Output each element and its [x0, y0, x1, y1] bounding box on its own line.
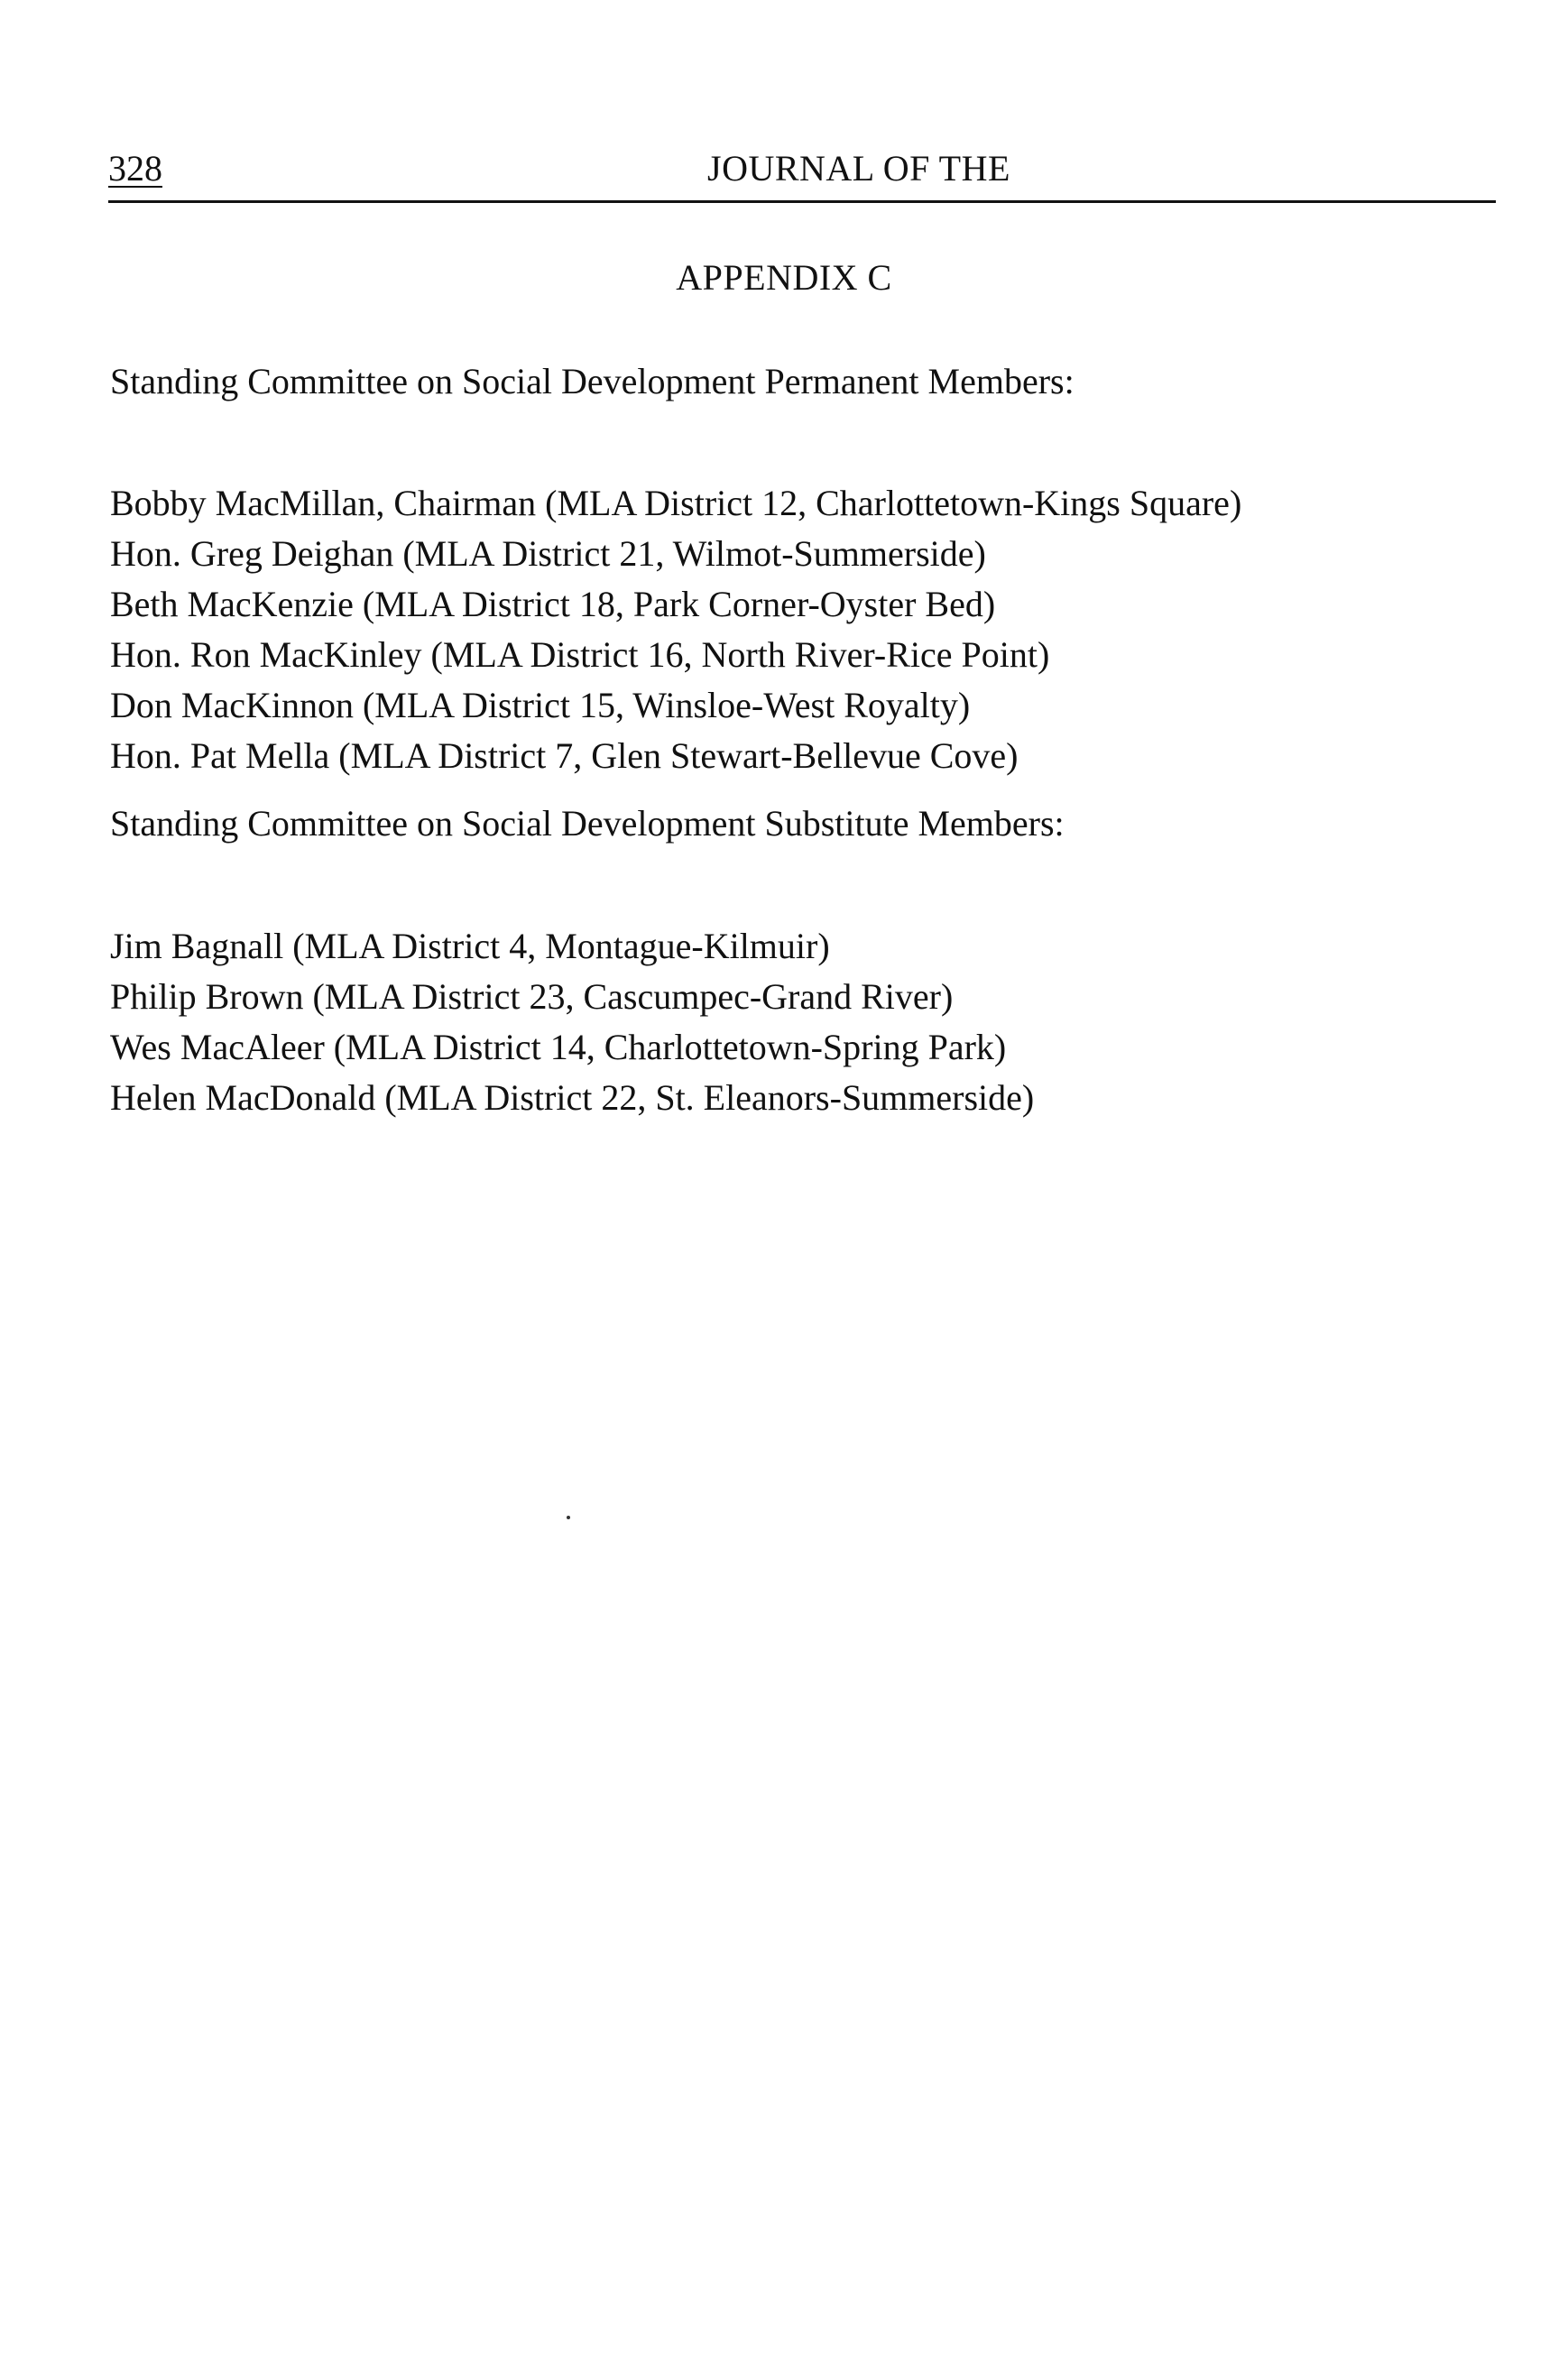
member-entry: Philip Brown (MLA District 23, Cascumpec-Grand River)	[110, 976, 954, 1017]
member-entry: Jim Bagnall (MLA District 4, Montague-Kilmuir)	[110, 926, 830, 966]
running-head: JOURNAL OF THE	[707, 148, 1010, 189]
substitute-members-section	[110, 801, 1499, 1123]
appendix-title: APPENDIX C	[676, 257, 892, 298]
permanent-members-section	[110, 359, 1499, 781]
permanent-members-heading: Standing Committee on Social Development Permanent Members:	[110, 361, 1075, 401]
member-entry: Beth MacKenzie (MLA District 18, Park Corner-Oyster Bed)	[110, 584, 996, 624]
member-entry: Don MacKinnon (MLA District 15, Winsloe-West Royalty)	[110, 685, 971, 725]
permanent-members-list	[110, 478, 1499, 781]
substitute-members-heading: Standing Committee on Social Development Substitute Members:	[110, 803, 1065, 844]
member-entry: Bobby MacMillan, Chairman (MLA District 12, Charlottetown-Kings Square)	[110, 483, 1242, 523]
member-entry: Hon. Pat Mella (MLA District 7, Glen Stewart-Bellevue Cove)	[110, 735, 1019, 776]
member-entry: Wes MacAleer (MLA District 14, Charlottetown-Spring Park)	[110, 1027, 1007, 1067]
substitute-members-list	[110, 921, 1499, 1123]
scan-speck	[567, 1516, 570, 1519]
member-entry: Hon. Greg Deighan (MLA District 21, Wilmot-Summerside)	[110, 533, 986, 574]
page-number: 328	[108, 148, 162, 189]
member-entry: Hon. Ron MacKinley (MLA District 16, North River-Rice Point)	[110, 634, 1050, 675]
member-entry: Helen MacDonald (MLA District 22, St. Eleanors-Summerside)	[110, 1077, 1035, 1118]
page-header	[108, 143, 1496, 203]
